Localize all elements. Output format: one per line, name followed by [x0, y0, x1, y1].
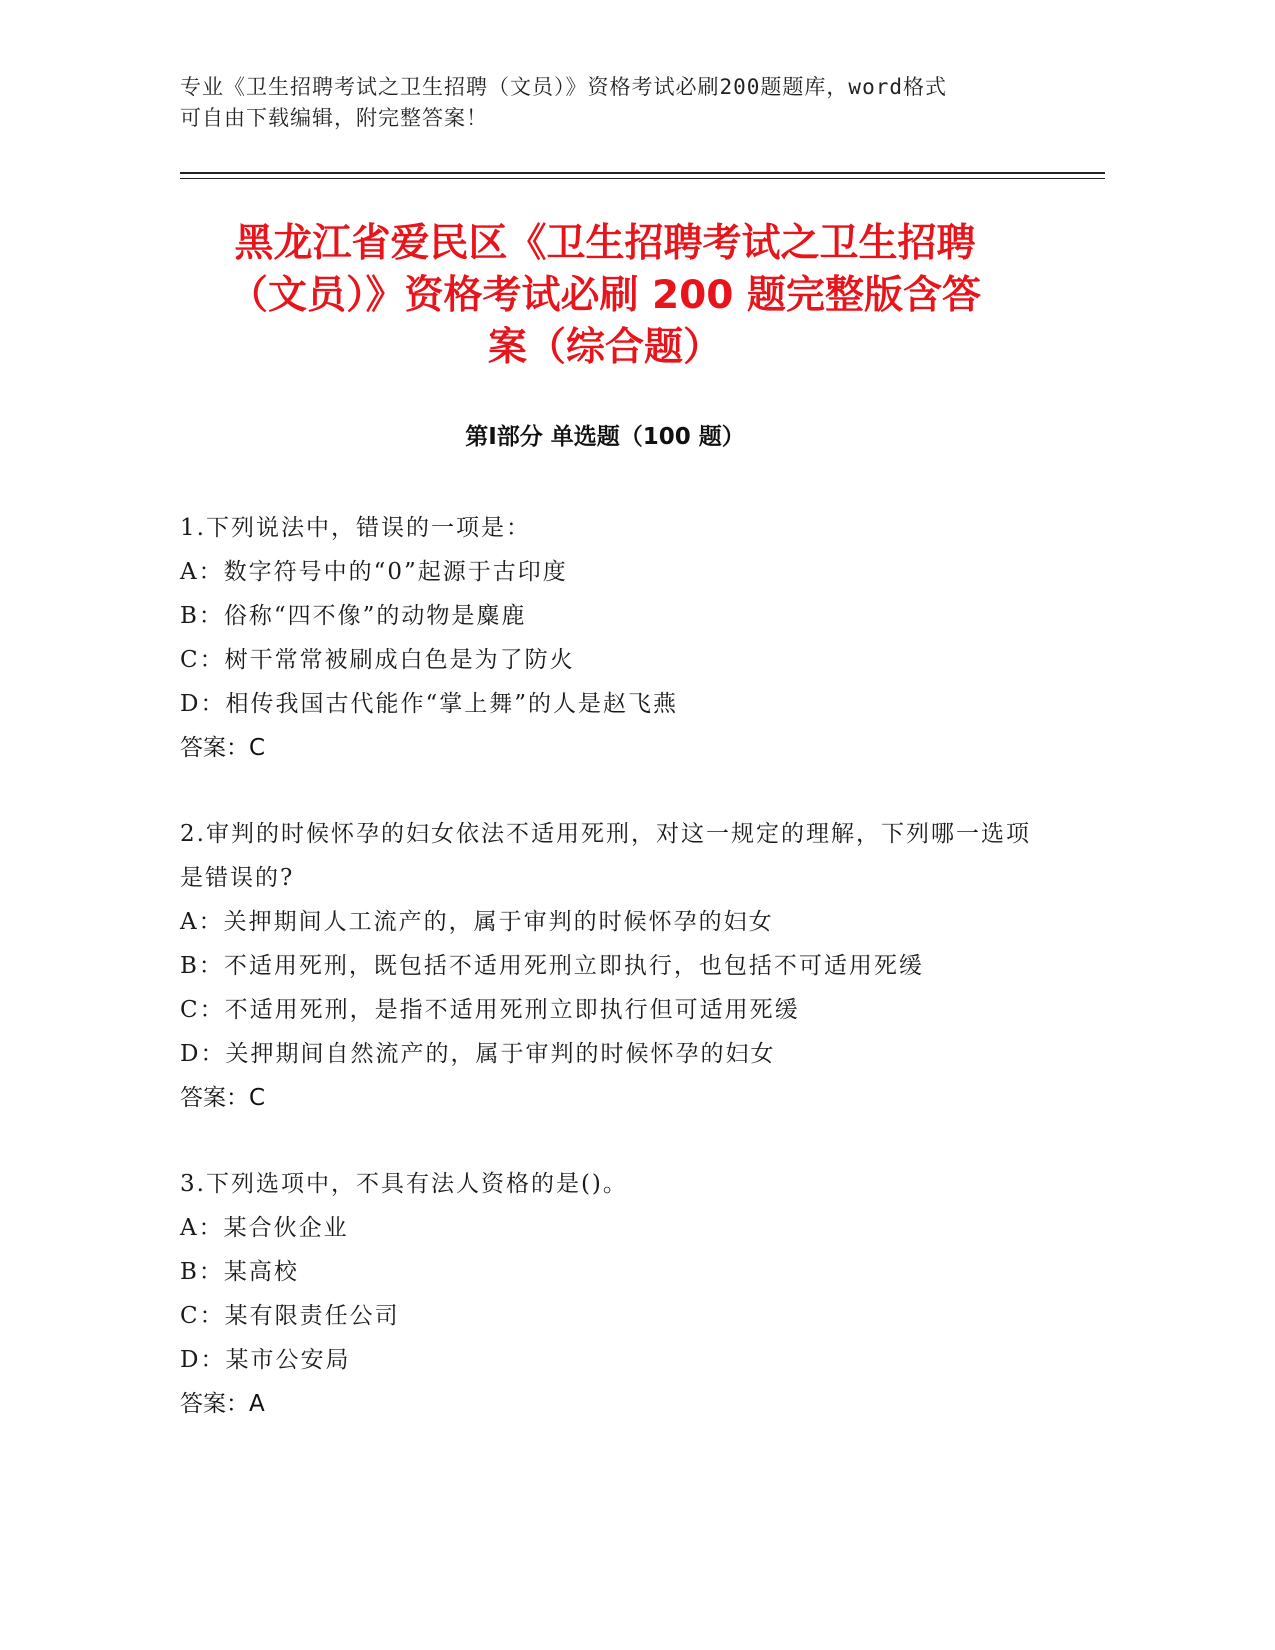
answer-label: 答案：C [180, 735, 266, 761]
question-item [180, 506, 1040, 770]
option-d: D：某市公安局 [180, 1347, 351, 1373]
question-stem: 3.下列选项中，不具有法人资格的是()。 [180, 1171, 628, 1197]
question-item [180, 812, 1040, 1120]
document-title [175, 218, 1035, 374]
header-divider-thick [180, 172, 1105, 174]
answer-label: 答案：C [180, 1085, 266, 1111]
option-a: A：某合伙企业 [180, 1215, 349, 1241]
option-d: D：关押期间自然流产的，属于审判的时候怀孕的妇女 [180, 1041, 776, 1067]
option-b: B：某高校 [180, 1259, 299, 1285]
question-stem: 2.审判的时候怀孕的妇女依法不适用死刑，对这一规定的理解，下列哪一选项是错误的? [180, 821, 1031, 891]
document-title-line-2: （文员）》资格考试必刷 200 题完整版含答 [228, 273, 982, 318]
option-c: C：某有限责任公司 [180, 1303, 400, 1329]
document-title-line-3: 案（综合题） [487, 325, 722, 370]
option-b: B：不适用死刑，既包括不适用死刑立即执行，也包括不可适用死缓 [180, 953, 924, 979]
section-title: 第Ⅰ部分 单选题（100 题） [465, 424, 745, 450]
header-note-line-1: 专业《卫生招聘考试之卫生招聘（文员）》资格考试必刷200题题库，word格式 [180, 75, 947, 99]
option-b: B：俗称“四不像”的动物是麋鹿 [180, 603, 527, 629]
document-title-line-1: 黑龙江省爱民区《卫生招聘考试之卫生招聘 [234, 221, 976, 266]
question-item [180, 1162, 1040, 1426]
question-stem: 1.下列说法中，错误的一项是： [180, 515, 531, 541]
option-d: D：相传我国古代能作“掌上舞”的人是赵飞燕 [180, 691, 678, 717]
option-c: C：树干常常被刷成白色是为了防火 [180, 647, 575, 673]
header-note-line-2: 可自由下载编辑，附完整答案！ [180, 106, 488, 130]
answer-label: 答案：A [180, 1391, 265, 1417]
header-note [180, 72, 1040, 134]
option-a: A：数字符号中的“0”起源于古印度 [180, 559, 568, 585]
option-c: C：不适用死刑，是指不适用死刑立即执行但可适用死缓 [180, 997, 800, 1023]
question-list [180, 506, 1040, 1468]
option-a: A：关押期间人工流产的，属于审判的时候怀孕的妇女 [180, 909, 774, 935]
header-divider-thin [180, 178, 1105, 179]
